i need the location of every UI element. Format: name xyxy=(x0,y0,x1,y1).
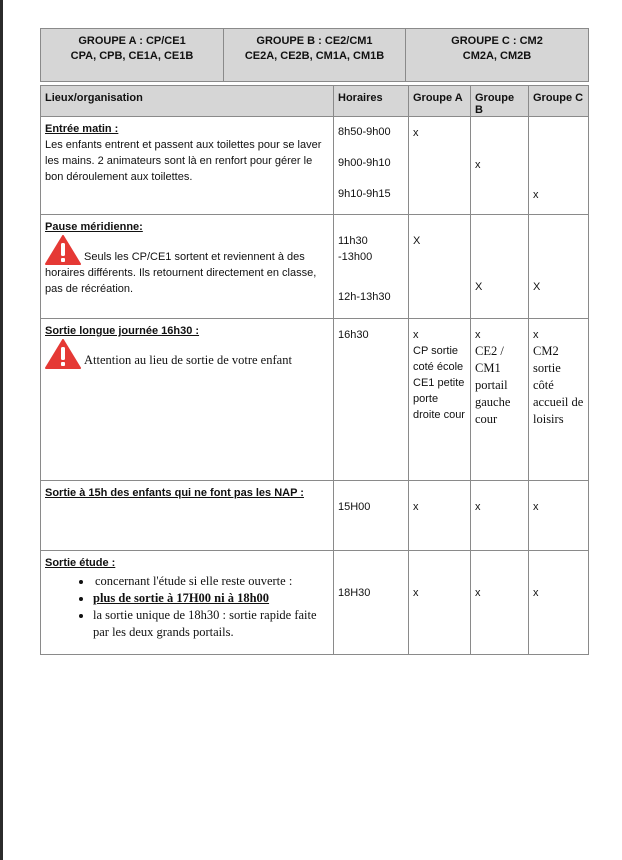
table-row xyxy=(41,215,589,319)
col-header-lieux: Lieux/organisation xyxy=(41,86,334,117)
time-slot: 11h30 -13h00 xyxy=(338,235,373,263)
table-row xyxy=(41,117,589,215)
row-title: Sortie étude : xyxy=(45,557,116,569)
row-text: Attention au lieu de sortie de votre enfant xyxy=(84,353,292,367)
mark-a: x xyxy=(413,329,419,341)
group-c-cell xyxy=(406,29,589,82)
mark-c: x xyxy=(533,189,539,201)
group-a-classes: CPA, CPB, CE1A, CE1B xyxy=(70,50,194,62)
groups-table xyxy=(40,28,589,82)
col-header-groupe-c: Groupe C xyxy=(529,86,589,117)
time-slot: 9h10-9h15 xyxy=(338,188,391,200)
exit-location-b: CE2 / CM1 portail gauche cour xyxy=(475,344,511,426)
mark-b: x xyxy=(475,501,481,513)
mark-b: X xyxy=(475,281,483,293)
bullet-item: • concernant l'étude si elle reste ouverte : xyxy=(93,573,329,590)
exit-location-a: CP sortie coté école CE1 petite porte droite cour xyxy=(413,345,465,421)
mark-c: x xyxy=(533,329,539,341)
group-a-title: GROUPE A : CP/CE1 xyxy=(78,35,186,47)
bullet-item: • la sortie unique de 18h30 : sortie rapide faite par les deux grands portails. xyxy=(93,607,329,641)
col-header-groupe-a: Groupe A xyxy=(409,86,471,117)
group-b-title: GROUPE B : CE2/CM1 xyxy=(256,35,373,47)
warning-icon xyxy=(45,339,81,369)
viewer-edge xyxy=(0,0,3,860)
time-slot: 12h-13h30 xyxy=(338,291,391,303)
row-text: Les enfants entrent et passent aux toilettes pour se laver les mains. 2 animateurs sont là en renfort pour gérer le bon déroulement aux toilettes. xyxy=(45,139,322,183)
mark-c: X xyxy=(533,281,541,293)
row-text: Seuls les CP/CE1 sortent et reviennent à des horaires différents. Ils retournent directement en classe, pas de récréation. xyxy=(45,251,317,295)
mark-a: x xyxy=(413,501,419,513)
mark-b: x xyxy=(475,587,481,599)
warning-icon xyxy=(45,235,81,265)
mark-a: X xyxy=(413,235,421,247)
bullet-list xyxy=(45,573,329,641)
mark-a: x xyxy=(413,587,419,599)
col-header-groupe-b: Groupe B xyxy=(471,86,529,117)
table-row xyxy=(41,551,589,655)
schedule-table xyxy=(40,85,589,655)
time-slot: 15H00 xyxy=(338,501,371,513)
row-title: Sortie à 15h des enfants qui ne font pas les NAP : xyxy=(45,487,304,499)
table-row xyxy=(41,319,589,481)
row-title: Sortie longue journée 16h30 : xyxy=(45,325,200,337)
group-b-classes: CE2A, CE2B, CM1A, CM1B xyxy=(244,50,385,62)
col-header-horaires: Horaires xyxy=(334,86,409,117)
time-slot: 9h00-9h10 xyxy=(338,157,391,169)
table-row xyxy=(41,481,589,551)
row-title: Pause méridienne: xyxy=(45,221,143,233)
time-slot: 18H30 xyxy=(338,587,371,599)
exit-location-c: CM2 sortie côté accueil de loisirs xyxy=(533,344,584,426)
time-slot: 16h30 xyxy=(338,329,369,341)
group-c-classes: CM2A, CM2B xyxy=(462,50,532,62)
bullet-item: • plus de sortie à 17H00 ni à 18h00 xyxy=(93,590,329,607)
mark-c: x xyxy=(533,587,539,599)
group-b-cell xyxy=(224,29,406,82)
time-slot: 8h50-9h00 xyxy=(338,126,391,138)
mark-a: x xyxy=(413,127,419,139)
group-a-cell xyxy=(41,29,224,82)
mark-b: x xyxy=(475,329,481,341)
mark-c: x xyxy=(533,501,539,513)
row-title: Entrée matin : xyxy=(45,123,119,135)
header-row xyxy=(41,86,589,117)
mark-b: x xyxy=(475,159,481,171)
group-c-title: GROUPE C : CM2 xyxy=(451,35,543,47)
